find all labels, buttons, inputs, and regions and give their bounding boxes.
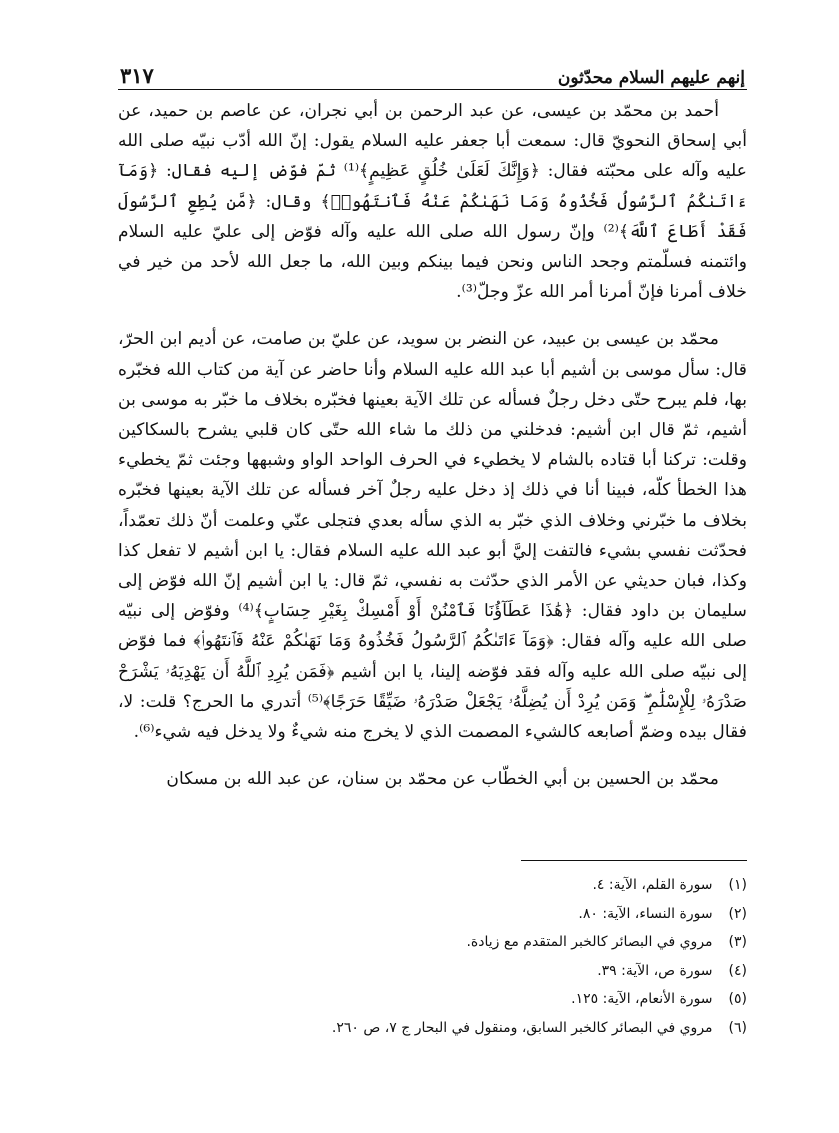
body-text (118, 96, 747, 794)
footnote-text: مروي في البصائر كالخبر السابق، ومنقول في البحار ج ٧، ص ٢٦٠. (331, 1019, 713, 1036)
footnote-item (200, 871, 747, 900)
page-number: ٣١٧ (120, 63, 154, 88)
header-rule (118, 89, 747, 90)
footnote-text: مروي في البصائر كالخبر المتقدم مع زيادة. (466, 934, 713, 951)
footnote-item (200, 900, 747, 929)
footnote-number: (٤) (728, 962, 747, 979)
paragraph-1: أحمد بن محمّد بن عيسى، عن عبد الرحمن بن أبي نجران، عن عاصم بن حميد، عن أبي إسحاق النحويّ قال: سمعت أبا جعفر عليه السلام يقول: إنّ الله أدّب نبيّه صلى الله عليه وآله على محبّته فقال: ﴿وَإِنَّكَ لَعَلَىٰ خُلُقٍ عَظِيمٍ﴾⁽¹⁾ ثمّ فوّض إليه فقال: ﴿وَمَآ ءَاتَىٰكُمُ ٱلرَّسُولُ فَخُذُوهُ وَمَا نَهَىٰكُمْ عَنْهُ فَٱنتَهُوا۟﴾ وقال: ﴿مَّن يُطِعِ ٱلرَّسُولَ فَقَدْ أَطَاعَ ٱللَّهَ﴾⁽²⁾ وإنّ رسول الله صلى الله عليه وآله فوّض إلى عليّ عليه السلام وائتمنه فسلّمتم وجحد الناس ونحن فيما بينكم وبين الله، ما جعل الله لأحد من خير في خلاف أمرنا فإنّ أمرنا أمر الله عزّ وجلّ⁽³⁾. (118, 101, 747, 303)
paragraph-2: محمّد بن عيسى بن عبيد، عن النضر بن سويد، عن عليّ بن صامت، عن أديم ابن الحرّ، قال: سأل موسى بن أشيم أبا عبد الله عليه السلام وأنا حاضر عن آية من كتاب الله فخبّره بها، فلم يبرح حتّى دخل رجلٌ فسأله عن تلك الآية بعينها فخبّره بخلاف ما خبّر به موسى بن أشيم، ثمّ قال ابن أشيم: فدخلني من ذلك ما شاء الله حتّى كان قلبي يشرح بالسكاكين وقلت: تركنا أبا قتاده بالشام لا يخطيء في الحرف الواحد الواو وشبهها وجئت ثمّ يخطيء هذا الخطأ كلّه، فبينا أنا في ذلك إذ دخل عليه رجلٌ آخر فسأله عن تلك الآية بعينها فخبّره بخلاف ما خبّرني وخلاف الذي خبّر به الذي سأله بعدي فتجلى عنّي وعلمت أنّ ذلك تعمّداً، فحدّثت نفسي بشيء فالتفت إليَّ أبو عبد الله عليه السلام فقال: يا ابن أشيم لا تفعل كذا وكذا، فبان حديثي عن الأمر الذي حدّثت به نفسي، ثمّ قال: يا ابن أشيم إنّ الله فوّض إلى سليمان بن داود فقال: ﴿هَٰذَا عَطَآؤُنَا فَٱمْنُنْ أَوْ أَمْسِكْ بِغَيْرِ حِسَابٍ﴾⁽⁴⁾ وفوّض إلى نبيّه صلى الله عليه وآله فقال: ﴿وَمَآ ءَاتَىٰكُمُ ٱلرَّسُولُ فَخُذُوهُ وَمَا نَهَىٰكُمْ عَنْهُ فَٱنتَهُوا۟﴾ فما فوّض إلى نبيّه صلى الله عليه وآله فقد فوّضه إلينا، يا ابن أشيم ﴿فَمَن يُرِدِ ٱللَّهُ أَن يَهْدِيَهُۥ يَشْرَحْ صَدْرَهُۥ لِلْإِسْلَٰمِ ۖ وَمَن يُرِدْ أَن يُضِلَّهُۥ يَجْعَلْ صَدْرَهُۥ ضَيِّقًا حَرَجًا﴾⁽⁵⁾ أتدري ما الحرج؟ قلت: لا، فقال بيده وضمّ أصابعه كالشيء المصمت الذي لا يخرج منه شيءٌ ولا يدخل فيه شيء⁽⁶⁾. (118, 329, 747, 743)
footnote-number: (٥) (728, 991, 747, 1008)
footnote-rule (521, 860, 747, 861)
footnote-item (200, 1014, 747, 1043)
footnote-text: سورة القلم، الآية: ٤. (592, 877, 713, 893)
footnote-number: (١) (728, 877, 747, 893)
footnote-item (200, 928, 747, 957)
footnotes-list (200, 871, 747, 1043)
footnote-text: سورة ص، الآية: ٣٩. (597, 962, 713, 979)
footnote-text: سورة النساء، الآية: ٨٠. (578, 905, 713, 922)
footnote-item (200, 957, 747, 986)
footnote-number: (٢) (728, 905, 747, 922)
footnote-text: سورة الأنعام، الآية: ١٢٥. (571, 991, 713, 1008)
footnote-number: (٣) (728, 934, 747, 951)
paragraph-3: محمّد بن الحسين بن أبي الخطّاب عن محمّد بن سنان، عن عبد الله بن مسكان (166, 769, 719, 790)
running-head (120, 48, 745, 94)
footnote-item (200, 985, 747, 1014)
footnote-number: (٦) (728, 1019, 747, 1036)
running-title: إنهم عليهم السلام محدّثون (557, 68, 745, 88)
